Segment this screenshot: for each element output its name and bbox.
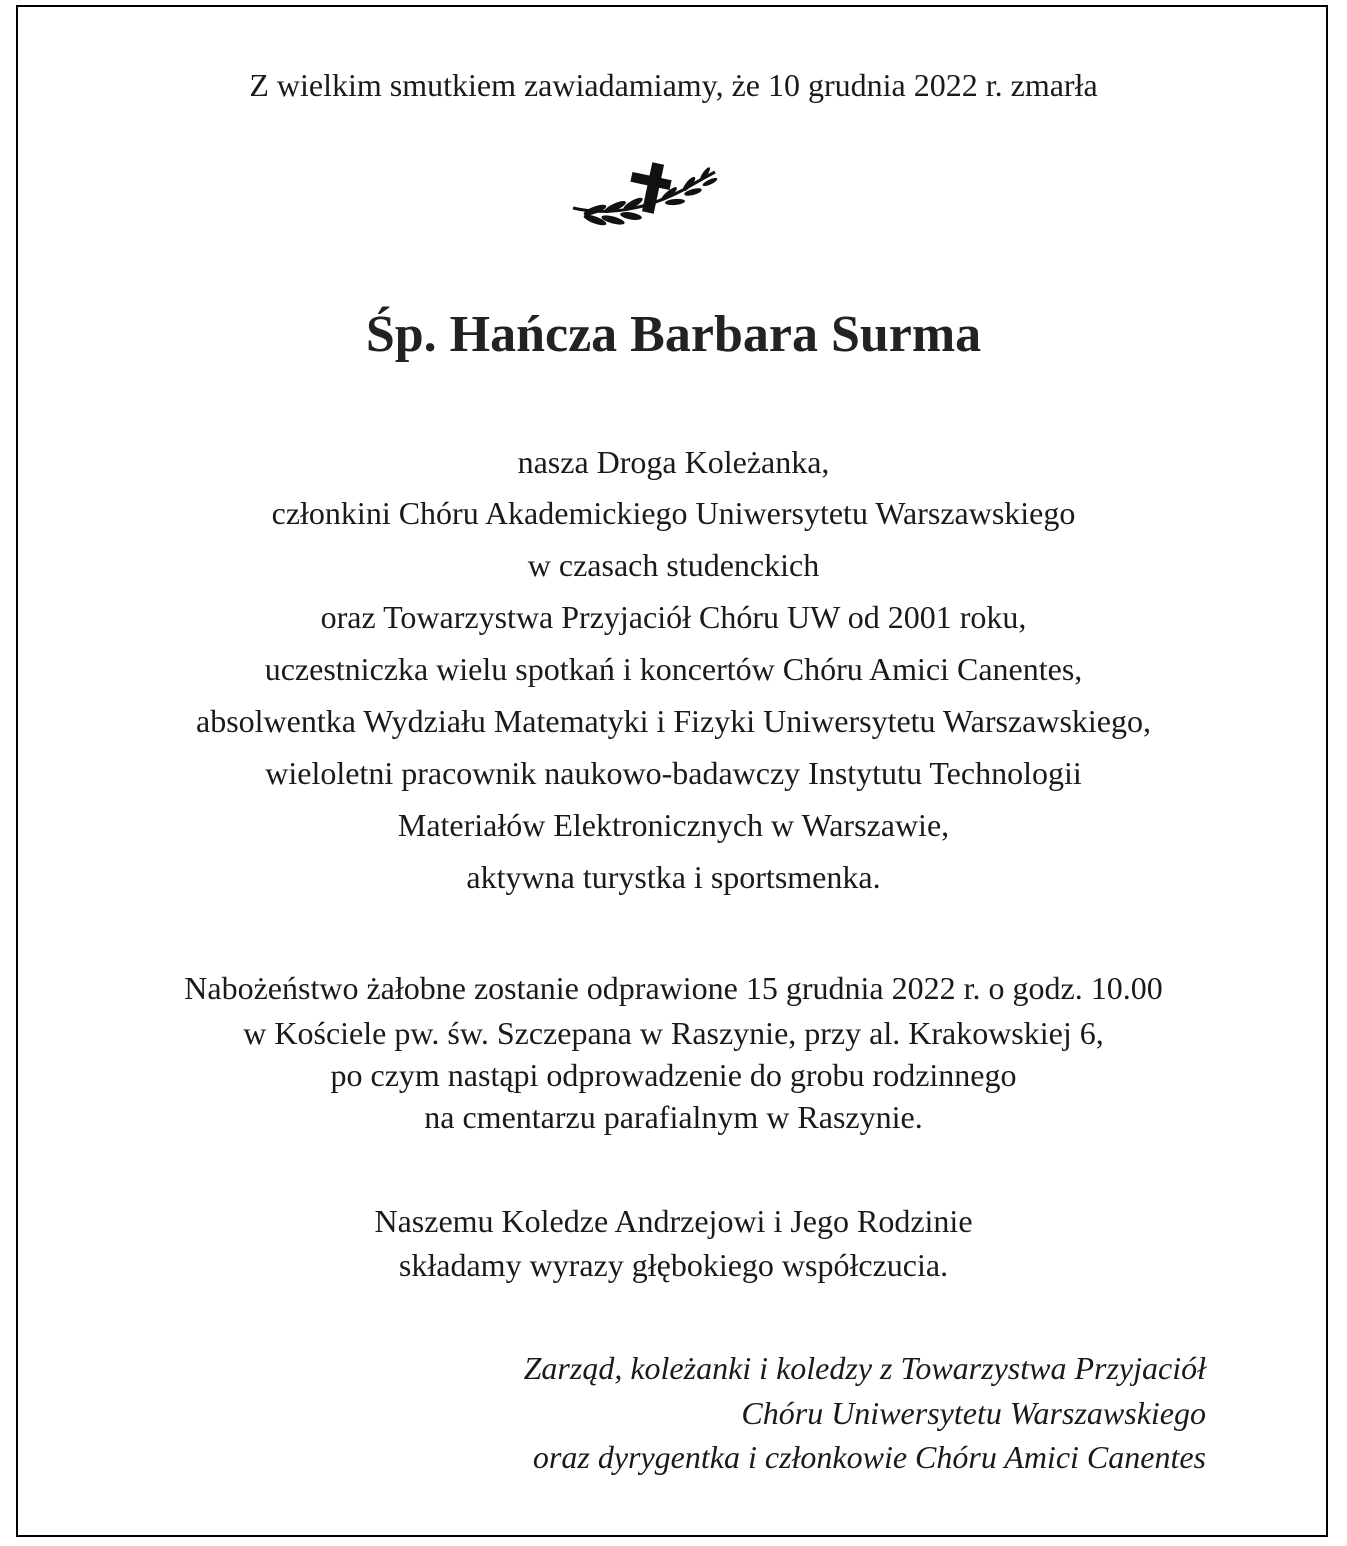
biography-line: aktywna turystka i sportsmenka. [466, 859, 881, 895]
funeral-line: w Kościele pw. św. Szczepana w Raszynie, przy al. Krakowskiej 6, [243, 1015, 1104, 1051]
biography-line: wieloletni pracownik naukowo-badawczy Instytutu Technologii [265, 755, 1082, 791]
cross-with-olive-branch-icon [565, 160, 720, 240]
deceased-name: Śp. Hańcza Barbara Surma [365, 306, 982, 363]
funeral-line: na cmentarzu parafialnym w Raszynie. [424, 1099, 923, 1135]
biography-line: absolwentka Wydziału Matematyki i Fizyki Uniwersytetu Warszawskiego, [196, 703, 1151, 739]
biography-line: Materiałów Elektronicznych w Warszawie, [397, 807, 950, 843]
signature-line: oraz dyrygentka i członkowie Chóru Amici Canentes [532, 1439, 1206, 1475]
intro-text: Z wielkim smutkiem zawiadamiamy, że 10 grudnia 2022 r. zmarła [249, 67, 1098, 103]
biography-line: uczestniczka wielu spotkań i koncertów Chóru Amici Canentes, [264, 651, 1083, 687]
biography-line: oraz Towarzystwa Przyjaciół Chóru UW od 2001 roku, [320, 599, 1027, 635]
signature-line: Chóru Uniwersytetu Warszawskiego [741, 1395, 1206, 1431]
biography-line: nasza Droga Koleżanka, [517, 444, 830, 480]
biography-line: członkini Chóru Akademickiego Uniwersytetu Warszawskiego [271, 495, 1076, 531]
biography-line: w czasach studenckich [527, 547, 820, 583]
funeral-line: Nabożeństwo żałobne zostanie odprawione 15 grudnia 2022 r. o godz. 10.00 [184, 970, 1163, 1006]
signature-line: Zarząd, koleżanki i koledzy z Towarzystwa Przyjaciół [523, 1350, 1206, 1386]
funeral-line: po czym nastąpi odprowadzenie do grobu rodzinnego [330, 1057, 1017, 1093]
condolences-line: składamy wyrazy głębokiego współczucia. [398, 1247, 949, 1283]
condolences-line: Naszemu Koledze Andrzejowi i Jego Rodzinie [374, 1203, 973, 1239]
